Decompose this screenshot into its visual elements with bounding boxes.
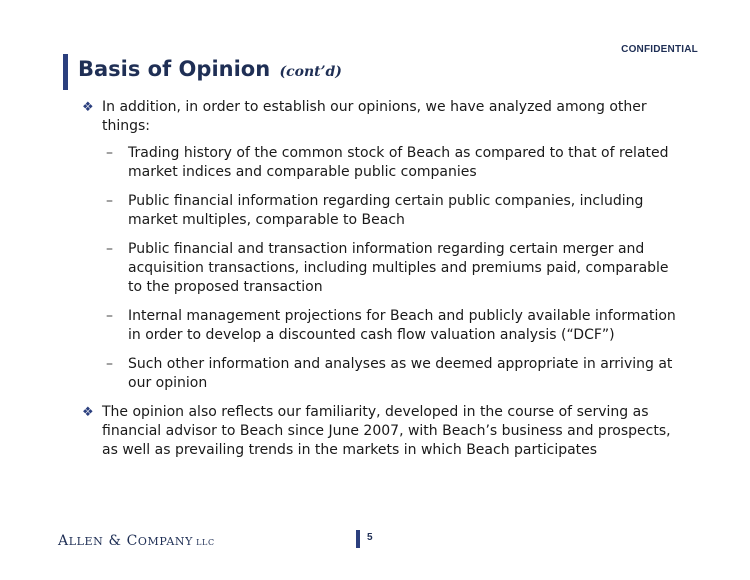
logo-letter: A (58, 533, 69, 549)
bullet-text: The opinion also reflects our familiarity, developed in the course of serving as financial advisor to Beach since June 2007, with Beach’s business and prospects, as well as prevailing trends in the markets in which Beach participates (102, 404, 671, 458)
page-title (78, 57, 342, 81)
logo-ampersand: & (103, 533, 127, 549)
title-main: Basis of Opinion (78, 57, 271, 81)
bullet-text: In addition, in order to establish our opinions, we have analyzed among other things: (102, 99, 647, 134)
dash-icon: – (106, 308, 113, 324)
dash-icon: – (106, 193, 113, 209)
sub-item (82, 355, 682, 393)
title-sub: (cont’d) (279, 64, 342, 80)
sub-item-text: Public financial information regarding certain public companies, including market multiples, comparable to Beach (128, 193, 644, 228)
sub-item-text: Public financial and transaction information regarding certain merger and acquisition transactions, including multiples and premiums paid, comparable to the proposed transaction (128, 241, 669, 295)
logo-letter: C (126, 533, 138, 549)
sub-item (82, 307, 682, 345)
logo-smallcaps: LLEN (68, 535, 104, 548)
sub-item-text: Internal management projections for Beach and publicly available information in order to develop a discounted cash flow valuation analysis (“DCF”) (128, 308, 676, 343)
title-accent-bar (63, 54, 68, 90)
content (82, 98, 682, 468)
dash-icon: – (106, 145, 113, 161)
page-number-accent-bar (356, 530, 360, 548)
sub-item (82, 192, 682, 230)
confidential-label: CONFIDENTIAL (621, 44, 698, 55)
sub-list (82, 144, 682, 393)
logo-smallcaps: OMPANY (137, 535, 193, 548)
bullet-item (82, 98, 682, 136)
dash-icon: – (106, 356, 113, 372)
diamond-bullet-icon: ❖ (82, 405, 94, 420)
logo-llc: LLC (192, 538, 215, 547)
sub-item-text: Trading history of the common stock of Beach as compared to that of related market indices and comparable public companies (128, 145, 669, 180)
company-logo (58, 533, 215, 549)
bullet-item (82, 403, 682, 460)
sub-item (82, 144, 682, 182)
diamond-bullet-icon: ❖ (82, 100, 94, 115)
sub-item (82, 240, 682, 297)
sub-item-text: Such other information and analyses as we deemed appropriate in arriving at our opinion (128, 356, 673, 391)
dash-icon: – (106, 241, 113, 257)
page-number: 5 (367, 532, 373, 543)
